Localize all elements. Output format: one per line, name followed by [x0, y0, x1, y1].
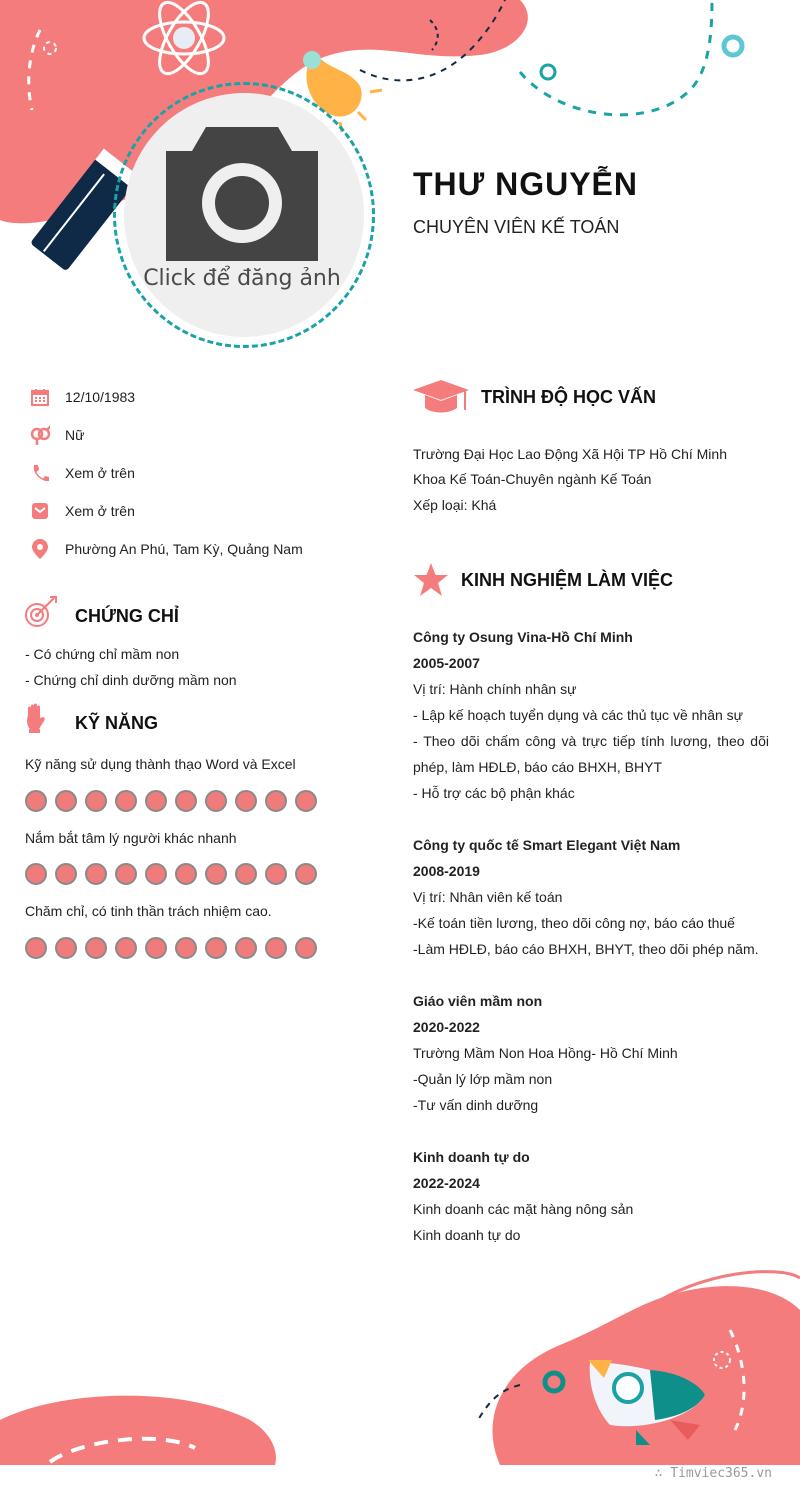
- experience-line: - Theo dõi chấm công và trực tiếp tính lương, theo dõi phép, làm HĐLĐ, báo cáo BHXH, BHYT: [413, 733, 769, 775]
- rating-dot: [175, 863, 197, 885]
- rating-dot: [55, 790, 77, 812]
- contact-text: 12/10/1983: [65, 389, 136, 405]
- contact-text: Nữ: [65, 427, 85, 443]
- rating-dot: [145, 937, 167, 959]
- rating-dot: [145, 790, 167, 812]
- rating-dot: [25, 863, 47, 885]
- experience-line: Trường Mầm Non Hoa Hồng- Hồ Chí Minh: [413, 1045, 678, 1061]
- rating-dot: [85, 937, 107, 959]
- rating-dot: [55, 863, 77, 885]
- contact-address: [30, 537, 303, 561]
- candidate-name: THƯ NGUYỄN: [413, 166, 638, 202]
- rating-dot: [265, 863, 287, 885]
- job-title: CHUYÊN VIÊN KẾ TOÁN: [413, 217, 620, 237]
- experience-period: 2020-2022: [413, 1019, 480, 1035]
- experience-line: Vị trí: Nhân viên kế toán: [413, 889, 563, 905]
- contact-text: Xem ở trên: [65, 465, 135, 481]
- experience-period: 2008-2019: [413, 863, 480, 879]
- contact-email: [30, 499, 135, 523]
- education-line: Xếp loại: Khá: [413, 497, 497, 513]
- rating-dot: [115, 790, 137, 812]
- rating-dot: [85, 790, 107, 812]
- experience-line: Kinh doanh tự do: [413, 1227, 521, 1243]
- experience-item: [413, 988, 769, 1118]
- rating-dot: [205, 937, 227, 959]
- rating-dot: [205, 790, 227, 812]
- skills-title: KỸ NĂNG: [75, 713, 159, 733]
- experience-period: 2005-2007: [413, 655, 480, 671]
- calendar-icon: [30, 387, 50, 407]
- experience-line: -Làm HĐLĐ, báo cáo BHXH, BHYT, theo dõi phép năm.: [413, 941, 759, 957]
- experience-title: KINH NGHIỆM LÀM VIỆC: [461, 570, 674, 590]
- experience-line: - Lập kế hoạch tuyển dụng và các thủ tục về nhân sự: [413, 707, 744, 723]
- rating-dot: [265, 790, 287, 812]
- rating-dot: [25, 790, 47, 812]
- experience-line: Vị trí: Hành chính nhân sự: [413, 681, 577, 697]
- email-icon: [30, 501, 50, 521]
- experience-company: Công ty quốc tế Smart Elegant Việt Nam: [413, 837, 681, 853]
- skill-rating: [25, 790, 317, 812]
- experience-line: - Hỗ trợ các bộ phận khác: [413, 785, 575, 801]
- contact-gender: [30, 423, 84, 447]
- certificate-item: - Chứng chỉ dinh dưỡng mầm non: [25, 672, 237, 688]
- skill-rating: [25, 937, 317, 959]
- education-school: Trường Đại Học Lao Động Xã Hội TP Hồ Chí Minh: [413, 446, 727, 462]
- rating-dot: [295, 863, 317, 885]
- skill-label: Chăm chỉ, có tinh thần trách nhiệm cao.: [25, 903, 272, 919]
- phone-icon: [30, 463, 50, 483]
- education-title: TRÌNH ĐỘ HỌC VẤN: [481, 387, 656, 407]
- experience-item: [413, 832, 769, 962]
- camera-icon: [166, 127, 318, 261]
- rating-dot: [295, 937, 317, 959]
- location-icon: [30, 539, 50, 559]
- skill-label: Kỹ năng sử dụng thành thạo Word và Excel: [25, 756, 296, 772]
- contact-phone: [30, 461, 135, 485]
- graduation-cap-icon: [413, 380, 469, 414]
- rating-dot: [235, 937, 257, 959]
- skill-label: Nắm bắt tâm lý người khác nhanh: [25, 830, 237, 846]
- experience-company: Công ty Osung Vina-Hồ Chí Minh: [413, 629, 633, 645]
- rating-dot: [175, 937, 197, 959]
- star-icon: [413, 563, 449, 597]
- rating-dot: [265, 937, 287, 959]
- experience-company: Kinh doanh tự do: [413, 1149, 530, 1165]
- rating-dot: [235, 863, 257, 885]
- rating-dot: [115, 937, 137, 959]
- experience-item: [413, 624, 769, 806]
- rating-dot: [115, 863, 137, 885]
- bottom-left-blob: [0, 1396, 276, 1465]
- experience-line: Kinh doanh các mặt hàng nông sản: [413, 1201, 634, 1217]
- experience-line: -Quản lý lớp mầm non: [413, 1071, 553, 1087]
- skill-rating: [25, 863, 317, 885]
- rating-dot: [25, 937, 47, 959]
- hand-icon: [24, 702, 50, 734]
- photo-upload-label[interactable]: Click để đăng ảnh: [143, 266, 341, 291]
- contact-text: Phường An Phú, Tam Kỳ, Quảng Nam: [65, 541, 303, 557]
- certificates-title: CHỨNG CHỈ: [75, 606, 179, 626]
- contact-birthdate: [30, 385, 135, 409]
- experience-item: [413, 1144, 769, 1248]
- experience-period: 2022-2024: [413, 1175, 480, 1191]
- rating-dot: [55, 937, 77, 959]
- gender-icon: [30, 425, 50, 445]
- rating-dot: [175, 790, 197, 812]
- rating-dot: [295, 790, 317, 812]
- rating-dot: [205, 863, 227, 885]
- watermark: ∴ Timviec365.vn: [654, 1466, 772, 1481]
- rating-dot: [145, 863, 167, 885]
- rating-dot: [235, 790, 257, 812]
- experience-line: -Kế toán tiền lương, theo dõi công nợ, báo cáo thuế: [413, 915, 735, 931]
- experience-company: Giáo viên mầm non: [413, 993, 543, 1009]
- experience-line: -Tư vấn dinh dưỡng: [413, 1097, 539, 1113]
- contact-text: Xem ở trên: [65, 503, 135, 519]
- education-line: Khoa Kế Toán-Chuyên ngành Kế Toán: [413, 471, 652, 487]
- certificate-item: - Có chứng chỉ mầm non: [25, 646, 180, 662]
- rating-dot: [85, 863, 107, 885]
- target-icon: [24, 595, 58, 629]
